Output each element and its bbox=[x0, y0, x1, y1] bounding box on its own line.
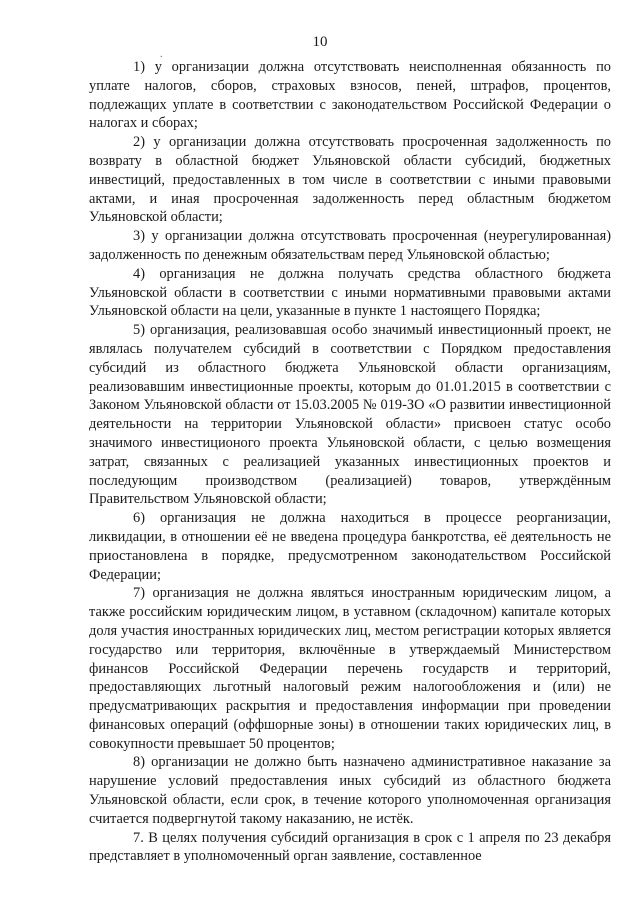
paragraph-item-8: 8) организации не должно быть назначено административное наказание за нарушение условий предоставления иных субсидий из областного бюджета Ульяновской области, если срок, в течение которого уполномоченная организация считается подвергнутой такому наказанию, не истёк. bbox=[89, 754, 611, 827]
paragraph-item-6: 6) организация не должна находиться в процессе реорганизации, ликвидации, в отношении её не введена процедура банкротства, её деятельность не приостановлена в порядке, предусмотренном законодательством Российской Федерации; bbox=[89, 510, 611, 583]
stray-mark: . bbox=[160, 49, 163, 60]
document-body bbox=[89, 58, 611, 866]
paragraph-section-7: 7. В целях получения субсидий организация в срок с 1 апреля по 23 декабря представляет в уполномоченный орган заявление, составленное bbox=[89, 829, 611, 865]
paragraph-item-5: 5) организация, реализовавшая особо значимый инвестиционный проект, не являлась получателем субсидий в соответствии с Порядком предоставления субсидий из областного бюджета Ульяновской области организациям, реализовавшим инвестиционные проекты, которым до 01.01.2015 в соответствии с Законом Ульяновской области от 15.03.2005 № 019-ЗО «О развитии инвестиционной деятельности на территории Ульяновской области» присвоен статус особо значимого инвестиционого проекта Ульяновской области, с целью возмещения затрат, связанных с реализацией указанных инвестиционных проектов и последующим производством (реализацией) товаров, утверждённым Правительством Ульяновской области; bbox=[89, 322, 611, 508]
paragraph-item-7: 7) организация не должна являться иностранным юридическим лицом, а также российским юридическим лицом, в уставном (складочном) капитале которых доля участия иностранных юридических лиц, местом регистрации которых является государство или территория, включённые в утверждаемый Министерством финансов Российской Федерации перечень государств и территорий, предоставляющих льготный налоговый режим налогообложения и (или) не предусматривающих раскрытия и предоставления информации при проведении финансовых операций (оффшорные зоны) в отношении таких юридических лиц, в совокупности превышает 50 процентов; bbox=[89, 585, 611, 752]
paragraph-item-3: 3) у организации должна отсутствовать просроченная (неурегулированная) задолженность по денежным обязательствам перед Ульяновской областью; bbox=[89, 228, 611, 263]
page-number: 10 bbox=[312, 34, 328, 50]
paragraph-item-4: 4) организация не должна получать средства областного бюджета Ульяновской области в соответствии с иными нормативными правовыми актами Ульяновской области на цели, указанные в пункте 1 настоящего Порядка; bbox=[89, 265, 611, 320]
paragraph-item-1: 1) у организации должна отсутствовать неисполненная обязанность по уплате налогов, сборов, страховых взносов, пеней, штрафов, процентов, подлежащих уплате в соответствии с законодательством Российской Федерации о налогах и сборах; bbox=[89, 59, 611, 132]
paragraph-item-2: 2) у организации должна отсутствовать просроченная задолженность по возврату в областной бюджет Ульяновской области субсидий, бюджетных инвестиций, предоставленных в том числе в соответствии с иными правовыми актами, и иная просроченная задолженность перед областным бюджетом Ульяновской области; bbox=[89, 134, 611, 226]
